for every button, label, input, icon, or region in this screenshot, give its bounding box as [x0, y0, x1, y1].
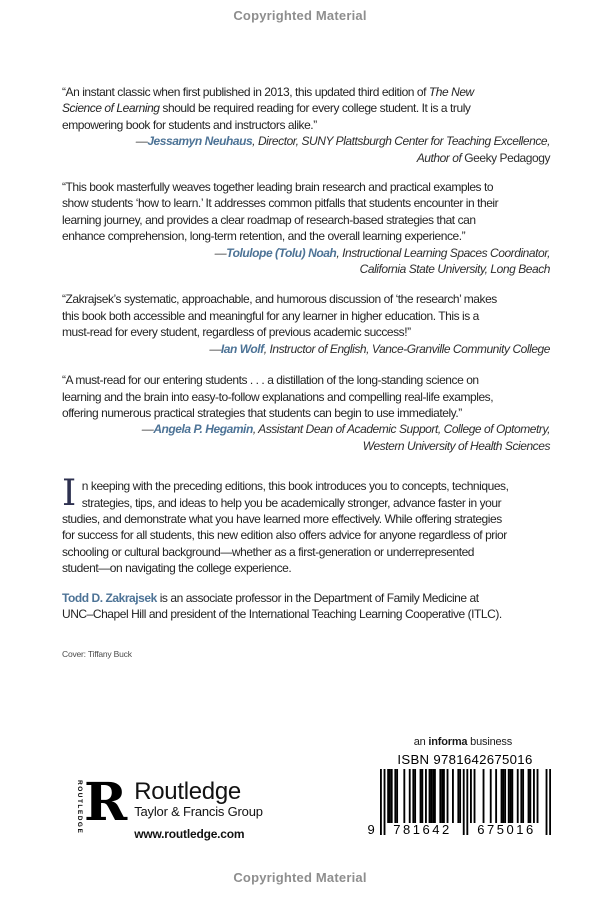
endorser-role: , Assistant Dean of Academic Support, College of Optometry, — [252, 422, 550, 437]
quote-attribution — [62, 341, 550, 357]
quote-attribution — [62, 133, 550, 149]
quote-line: enhance comprehension, long-term retention, and the overall learning experience.” — [62, 229, 466, 244]
endorsement-quote-3 — [62, 291, 550, 357]
barcode-digit-first: 9 — [367, 822, 375, 837]
routledge-r-icon: R — [84, 772, 128, 833]
bio-line: UNC–Chapel Hill and president of the International Teaching Learning Cooperative (ITLC). — [62, 606, 502, 621]
quote-line: show students ‘how to learn.’ It addresses common pitfalls that students encounter in their — [62, 196, 499, 211]
back-cover-content — [62, 84, 550, 663]
endorser-affiliation: California State University, Long Beach — [359, 262, 550, 277]
description-line: student—on navigating the college experience. — [62, 561, 292, 576]
barcode-digits-left: 781642 — [393, 822, 452, 837]
endorsement-quote-1 — [62, 84, 550, 166]
description-line: studies, and demonstrate what you have learned more effectively. While offering strategies — [62, 511, 502, 526]
quote-text: empowering book for students and instructors alike.” — [62, 117, 317, 132]
book-description — [62, 473, 550, 576]
endorsement-quote-2 — [62, 179, 550, 277]
quote-line: “A must-read for our entering students . . . a distillation of the long-standing science on — [62, 373, 479, 388]
attribution-dash: — — [135, 134, 148, 149]
informa-tagline — [414, 736, 512, 748]
endorser-role: Author of — [416, 150, 465, 165]
quote-attribution — [62, 438, 550, 454]
description-line: schooling or cultural background—whether as a first-generation or underrepresented — [62, 544, 475, 559]
endorser-role: , Director, SUNY Plattsburgh Center for Teaching Excellence, — [252, 134, 550, 149]
isbn-barcode-block — [367, 752, 559, 849]
endorser-role: , Instructional Learning Spaces Coordinator, — [336, 245, 550, 260]
description-line: strategies, tips, and ideas to help you be academically stronger, advance faster in your — [81, 495, 502, 510]
quote-line — [62, 84, 550, 100]
quote-text: should be required reading for every college student. It is a truly — [159, 101, 471, 116]
bio-line — [62, 590, 550, 606]
author-bio — [62, 590, 550, 623]
barcode-digits-right: 675016 — [477, 822, 536, 837]
quote-line: this book both accessible and meaningful for any learner in higher education. This is a — [62, 308, 479, 323]
attribution-dash: — — [209, 341, 221, 356]
attribution-dash: — — [214, 245, 227, 260]
quote-attribution — [62, 261, 550, 277]
copyright-watermark-top: Copyrighted Material — [233, 8, 367, 23]
endorsement-quote-4 — [62, 372, 550, 454]
informa-name: informa — [428, 736, 468, 748]
copyright-watermark-bottom: Copyrighted Material — [233, 870, 367, 885]
barcode — [367, 769, 551, 849]
endorser-book: Geeky Pedagogy — [464, 150, 550, 165]
quote-line: must-read for every student, regardless of previous academic success!” — [62, 325, 411, 340]
endorser-name: Angela P. Hegamin — [153, 422, 253, 437]
routledge-wordmark — [134, 776, 263, 841]
endorser-affiliation: Western University of Health Sciences — [362, 438, 550, 453]
isbn-label: ISBN 9781642675016 — [397, 752, 533, 767]
book-title-italic: Science of Learning — [62, 101, 160, 116]
description-line: for success for all students, this new edition also offers advice for anyone regardless of prior — [62, 528, 507, 543]
endorser-name: Ian Wolf — [220, 341, 264, 356]
endorser-role: , Instructor of English, Vance-Granville Community College — [263, 341, 550, 356]
author-name: Todd D. Zakrajsek — [62, 590, 157, 605]
quote-attribution — [62, 150, 550, 166]
publisher-url: www.routledge.com — [134, 827, 245, 841]
quote-line: learning and the brain into easy-to-follow explanations and compelling real-life examples, — [62, 389, 494, 404]
endorser-name: Tolulope (Tolu) Noah — [226, 245, 337, 260]
quote-attribution — [62, 245, 550, 261]
quote-line — [62, 117, 550, 133]
quote-text: “An instant classic when first published in 2013, this updated third edition of — [62, 85, 429, 99]
quote-line: “Zakrajsek’s systematic, approachable, and humorous discussion of ‘the research’ makes — [62, 292, 497, 307]
quote-line — [62, 100, 550, 116]
attribution-dash: — — [141, 422, 154, 437]
informa-suffix: business — [467, 736, 512, 748]
quote-line: “This book masterfully weaves together leading brain research and practical examples to — [62, 180, 494, 195]
informa-prefix: an — [413, 736, 429, 748]
bio-text: is an associate professor in the Department of Family Medicine at — [156, 590, 479, 605]
book-title-italic: The New — [428, 85, 474, 99]
quote-line: learning journey, and provides a clear roadmap of research-based strategies that can — [62, 212, 476, 227]
quote-attribution — [62, 421, 550, 437]
publisher-name: Routledge — [134, 778, 241, 805]
quote-line: offering numerous practical strategies that students can begin to use immediately.” — [62, 405, 462, 420]
drop-cap: I — [62, 473, 76, 515]
endorser-name: Jessamyn Neuhaus — [147, 134, 253, 149]
publisher-group: Taylor & Francis Group — [134, 804, 263, 819]
cover-credit: Cover: Tiffany Buck — [62, 649, 132, 660]
description-line: n keeping with the preceding editions, this book introduces you to concepts, techniques, — [81, 479, 509, 494]
routledge-logo — [76, 772, 263, 841]
routledge-vertical-text: ROUTLEDGE — [76, 780, 83, 835]
